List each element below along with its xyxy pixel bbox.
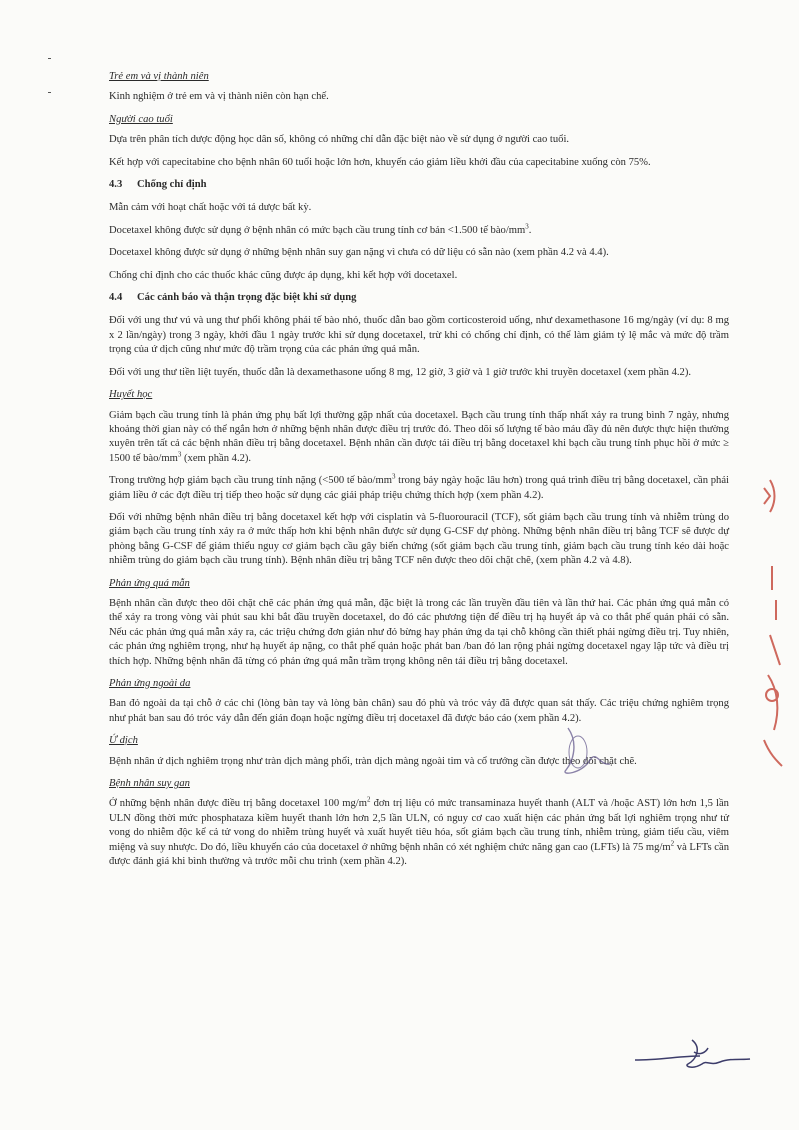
subsection-heading: Trẻ em và vị thành niên xyxy=(109,71,209,82)
handwritten-signature xyxy=(630,1030,760,1075)
subsection-heading: Người cao tuổi xyxy=(109,113,173,125)
paragraph: Đối với ung thư vú và ung thư phổi không phải tế bào nhỏ, thuốc dẫn bao gồm corticosteroid uống, như dexamethasone 16 mg/ngày (ví dụ: 8 mg x 2 lần/ngày) trong 3 ngày, khởi đầu 1 ngày trước khi sử dụng docetaxel, trừ khi có chống chỉ định, có thể làm giảm tỷ lệ mắc và mức độ trầm trọng của ứ dịch cũng như mức độ trầm trọng của các phản ứng quá mẫn. xyxy=(109,315,729,356)
section-number: 4.4 xyxy=(109,292,123,304)
subsection-heading: Ứ dịch xyxy=(109,735,138,747)
paragraph: Kinh nghiệm ở trẻ em và vị thành niên còn hạn chế. xyxy=(109,91,329,103)
red-stamp xyxy=(740,470,790,770)
section-title: Các cảnh báo và thận trọng đặc biệt khi sử dụng xyxy=(137,292,357,304)
section-title: Chống chỉ định xyxy=(137,179,207,191)
paragraph: Bệnh nhân ứ dịch nghiêm trọng như tràn dịch màng phổi, tràn dịch màng ngoài tim và cổ trướng cần được theo dõi chặt chẽ. xyxy=(109,755,637,767)
paragraph: Đối với những bệnh nhân điều trị bằng docetaxel kết hợp với cisplatin và 5-fluorouracil (TCF), sốt giảm bạch cầu trung tính và nhiễm trùng do giảm bạch cầu trung tính xảy ra ở mức thấp hơn khi bệnh nhân được sử dụng G-CSF dự phòng. Những bệnh nhân điều trị bằng TCF sẽ được dự phòng bằng G-CSF để giảm thiểu nguy cơ giảm bạch cầu gây biến chứng (sốt giảm bạch cầu trung tính, giảm bạch cầu trung tính kéo dài hoặc nhiễm trùng do giảm bạch cầu trung tính). Bệnh nhân điều trị bằng TCF nên được theo dõi chặt chẽ, (xem phần 4.2 và 4.8). xyxy=(109,511,729,567)
signature-overlay xyxy=(530,720,640,780)
scan-mark xyxy=(48,58,51,59)
paragraph: Docetaxel không được sử dụng ở bệnh nhân có mức bạch cầu trung tính cơ bản <1.500 tế bào/$mm^3$. xyxy=(109,222,532,236)
subsection-heading: Bệnh nhân suy gan xyxy=(109,778,190,790)
section-heading xyxy=(109,178,729,192)
scan-mark xyxy=(48,92,51,93)
paragraph: Ban đỏ ngoài da tại chỗ ở các chi (lòng bàn tay và lòng bàn chân) sau đó phù và tróc vảy đã được quan sát thấy. Các triệu chứng nghiêm trọng như phát ban sau đó tróc vảy dẫn đến gián đoạn hoặc ngừng điều trị docetaxel đã được báo cáo (xem phần 4.2). xyxy=(109,698,729,724)
section-number: 4.3 xyxy=(109,179,123,191)
paragraph: Đối với ung thư tiền liệt tuyến, thuốc dẫn là dexamethasone uống 8 mg, 12 giờ, 3 giờ và 1 giờ trước khi truyền docetaxel (xem phần 4.2). xyxy=(109,366,692,378)
paragraph: Docetaxel không được sử dụng ở những bệnh nhân suy gan nặng vì chưa có dữ liệu có sẵn nào (xem phần 4.2 và 4.4). xyxy=(109,247,609,259)
paragraph: Kết hợp với capecitabine cho bệnh nhân 60 tuổi hoặc lớn hơn, khuyến cáo giảm liều khởi đầu của capecitabine xuống còn 75%. xyxy=(109,156,651,168)
section-heading xyxy=(109,291,729,305)
subsection-heading: Phản ứng ngoài da xyxy=(109,678,191,689)
paragraph: Dựa trên phân tích dược động học dân số, không có những chỉ dẫn đặc biệt nào về sử dụng ở người cao tuổi. xyxy=(109,134,570,146)
paragraph: Ở những bệnh nhân được điều trị bằng docetaxel 100 $mg/m^2$ đơn trị liệu có mức transaminaza huyết thanh (ALT và /hoặc AST) lớn hơn 1,5 lần ULN đồng thời mức phosphataza kiềm huyết thanh lớn hơn 2,5 lần ULN, có nguy cơ cao xuất hiện các phản ứng bất lợi nghiêm trọng như tử vong do nhiễm độc kể cả tử vong do nhiễm trùng huyết và xuất huyết tiêu hóa, sốt giảm bạch cầu trung tính, nhiễm trùng, giảm tiểu cầu, viêm miệng và suy nhược. Do đó, liều khuyến cáo của docetaxel ở những bệnh nhân có xét nghiệm chức năng gan cao (LFTs) là 75 $mg/m^2$ và LFTs cần được đánh giá khi bình thường và trước mỗi chu trình (xem phần 4.2). xyxy=(109,795,730,868)
paragraph: Bệnh nhân cần được theo dõi chặt chẽ các phản ứng quá mẫn, đặc biệt là trong các lần truyền đầu tiên và lần thứ hai. Các phản ứng quá mẫn có thể xảy ra trong vòng vài phút sau khi bắt đầu truyền docetaxel, do đó các phương tiện để điều trị hạ huyết áp và co thắt phế quản phải có sẵn. Nếu các phản ứng quá mẫn xảy ra, các triệu chứng đơn giản như đỏ bừng hay phản ứng da tại chỗ không cần thiết phải ngừng điều trị. Tuy nhiên, các phản ứng nghiêm trọng, như hạ huyết áp nặng, co thắt phế quản hoặc phát ban /ban đỏ lan rộng phải ngừng docetaxel ngay lập tức và điều trị thích hợp. Những bệnh nhân đã từng có phản ứng quá mẫn trầm trọng không nên tái điều trị bằng docetaxel. xyxy=(109,597,729,667)
subsection-heading: Phản ứng quá mẫn xyxy=(109,577,190,589)
subsection-heading: Huyết học xyxy=(109,389,153,401)
paragraph: Chống chỉ định cho các thuốc khác cũng được áp dụng, khi kết hợp với docetaxel. xyxy=(109,269,458,281)
paragraph: Mẫn cảm với hoạt chất hoặc với tá dược bất kỳ. xyxy=(109,202,312,214)
paragraph: Giảm bạch cầu trung tính là phản ứng phụ bất lợi thường gặp nhất của docetaxel. Bạch cầu trung tính thấp nhất xảy ra trung bình 7 ngày, nhưng khoảng thời gian này có thể ngắn hơn ở những bệnh nhân được điều trị trước đó. Theo dõi số lượng tế bào máu đầy đủ nên được thực hiện thường xuyên trên tất cả các bệnh nhân điều trị bằng docetaxel. Bệnh nhân cần được tái điều trị bằng docetaxel khi bạch cầu trung tính phục hồi ở mức ≥ 1500 tế bào/$mm^3$ (xem phần 4.2). xyxy=(109,409,729,464)
paragraph: Trong trường hợp giảm bạch cầu trung tính nặng (<500 tế bào/$mm^3$ trong bảy ngày hoặc lâu hơn) trong quá trình điều trị bằng docetaxel, cần phải giảm liều ở các đợt điều trị tiếp theo hoặc sử dụng các giải pháp triệu chứng thích hợp (xem phần 4.2). xyxy=(109,472,729,501)
